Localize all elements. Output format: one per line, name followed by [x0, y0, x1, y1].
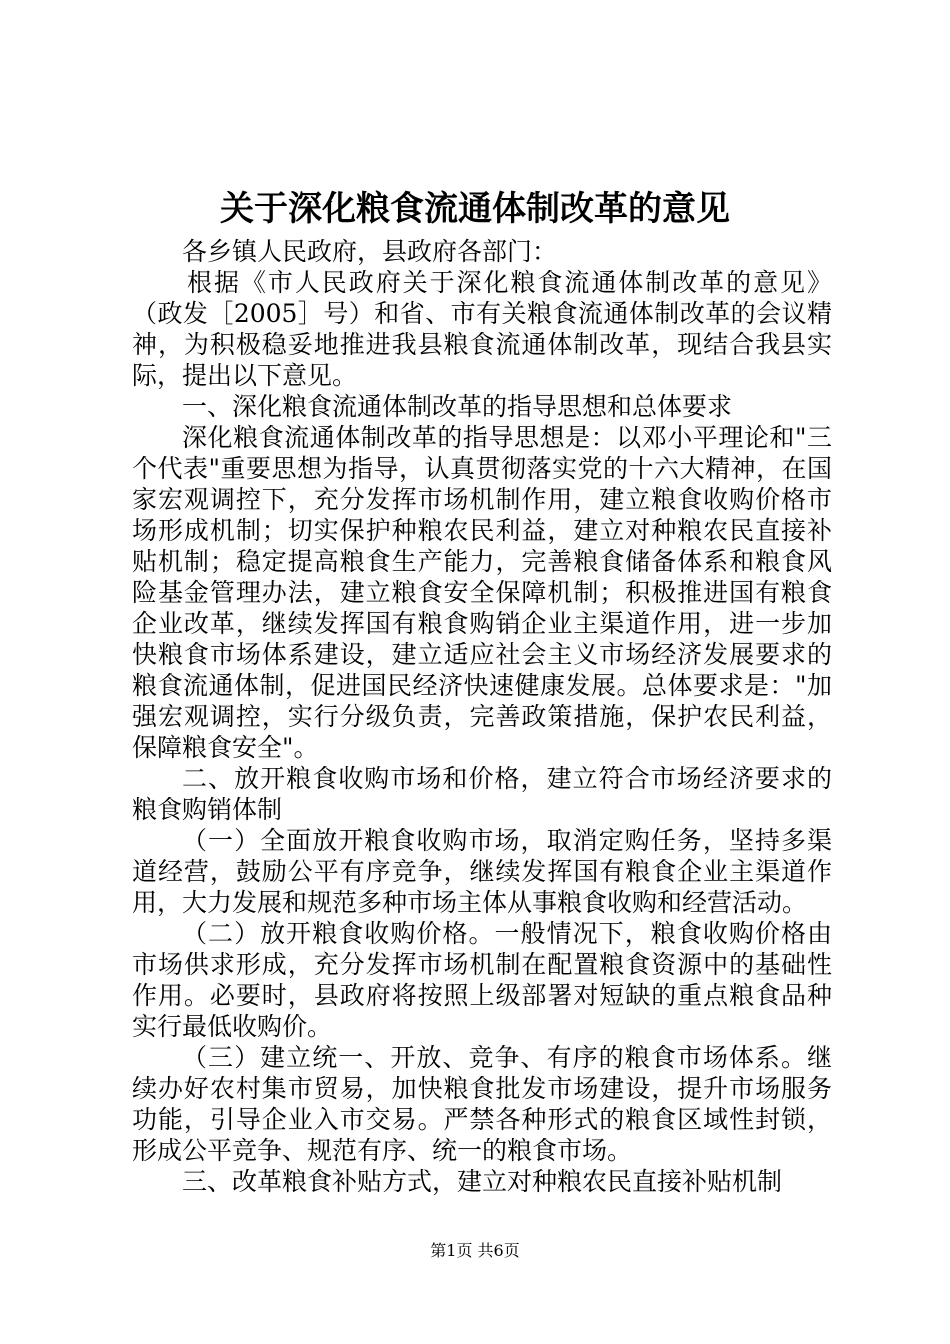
page-footer: 第1页 共6页: [430, 1241, 520, 1260]
document-body: [132, 236, 832, 1197]
text-line: （政发［2005］号）和省、市有关粮食流通体制改革的会议精: [132, 299, 832, 328]
text-line: 场形成机制；切实保护种粮农民利益，建立对种粮农民直接补: [132, 516, 832, 545]
text-line: 实行最低收购价。: [132, 1012, 333, 1041]
document-title: 关于深化粮食流通体制改革的意见: [220, 189, 730, 229]
text-line: 贴机制；稳定提高粮食生产能力，完善粮食储备体系和粮食风: [132, 547, 832, 576]
text-line: （一）全面放开粮食收购市场，取消定购任务，坚持多渠: [182, 826, 832, 855]
text-line: 保障粮食安全"。: [132, 733, 319, 762]
text-line: 家宏观调控下，充分发挥市场机制作用，建立粮食收购价格市: [132, 485, 832, 514]
text-line: 道经营，鼓励公平有序竞争，继续发挥国有粮食企业主渠道作: [132, 857, 832, 886]
text-line: 个代表"重要思想为指导，认真贯彻落实党的十六大精神，在国: [132, 454, 832, 483]
text-line: 各乡镇人民政府，县政府各部门：: [182, 237, 558, 266]
text-line: （三）建立统一、开放、竞争、有序的粮食市场体系。继: [182, 1043, 832, 1072]
text-line: 功能，引导企业入市交易。严禁各种形式的粮食区域性封锁，: [132, 1105, 832, 1134]
text-line: 神，为积极稳妥地推进我县粮食流通体制改革，现结合我县实: [132, 330, 832, 359]
text-line: 一、深化粮食流通体制改革的指导思想和总体要求: [182, 392, 733, 421]
text-line: 粮食流通体制，促进国民经济快速健康发展。总体要求是："加: [132, 671, 832, 700]
text-line: 用，大力发展和规范多种市场主体从事粮食收购和经营活动。: [132, 888, 808, 917]
text-line: 际，提出以下意见。: [132, 361, 358, 390]
text-line: 强宏观调控，实行分级负责，完善政策措施，保护农民利益，: [132, 702, 832, 731]
text-line: 险基金管理办法，建立粮食安全保障机制；积极推进国有粮食: [132, 578, 832, 607]
text-line: 形成公平竞争、规范有序、统一的粮食市场。: [132, 1136, 633, 1165]
text-line: 二、放开粮食收购市场和价格，建立符合市场经济要求的: [182, 764, 832, 793]
text-line: 根据《市人民政府关于深化粮食流通体制改革的意见》: [187, 268, 832, 297]
text-line: 三、改革粮食补贴方式，建立对种粮农民直接补贴机制: [182, 1167, 783, 1196]
text-line: 粮食购销体制: [132, 795, 283, 824]
text-line: 深化粮食流通体制改革的指导思想是：以邓小平理论和"三: [182, 423, 832, 452]
text-line: 续办好农村集市贸易，加快粮食批发市场建设，提升市场服务: [132, 1074, 832, 1103]
text-line: 企业改革，继续发挥国有粮食购销企业主渠道作用，进一步加: [132, 609, 832, 638]
text-line: （二）放开粮食收购价格。一般情况下，粮食收购价格由: [182, 919, 832, 948]
text-line: 快粮食市场体系建设，建立适应社会主义市场经济发展要求的: [132, 640, 832, 669]
text-line: 市场供求形成，充分发挥市场机制在配置粮食资源中的基础性: [132, 950, 832, 979]
text-line: 作用。必要时，县政府将按照上级部署对短缺的重点粮食品种: [132, 981, 832, 1010]
